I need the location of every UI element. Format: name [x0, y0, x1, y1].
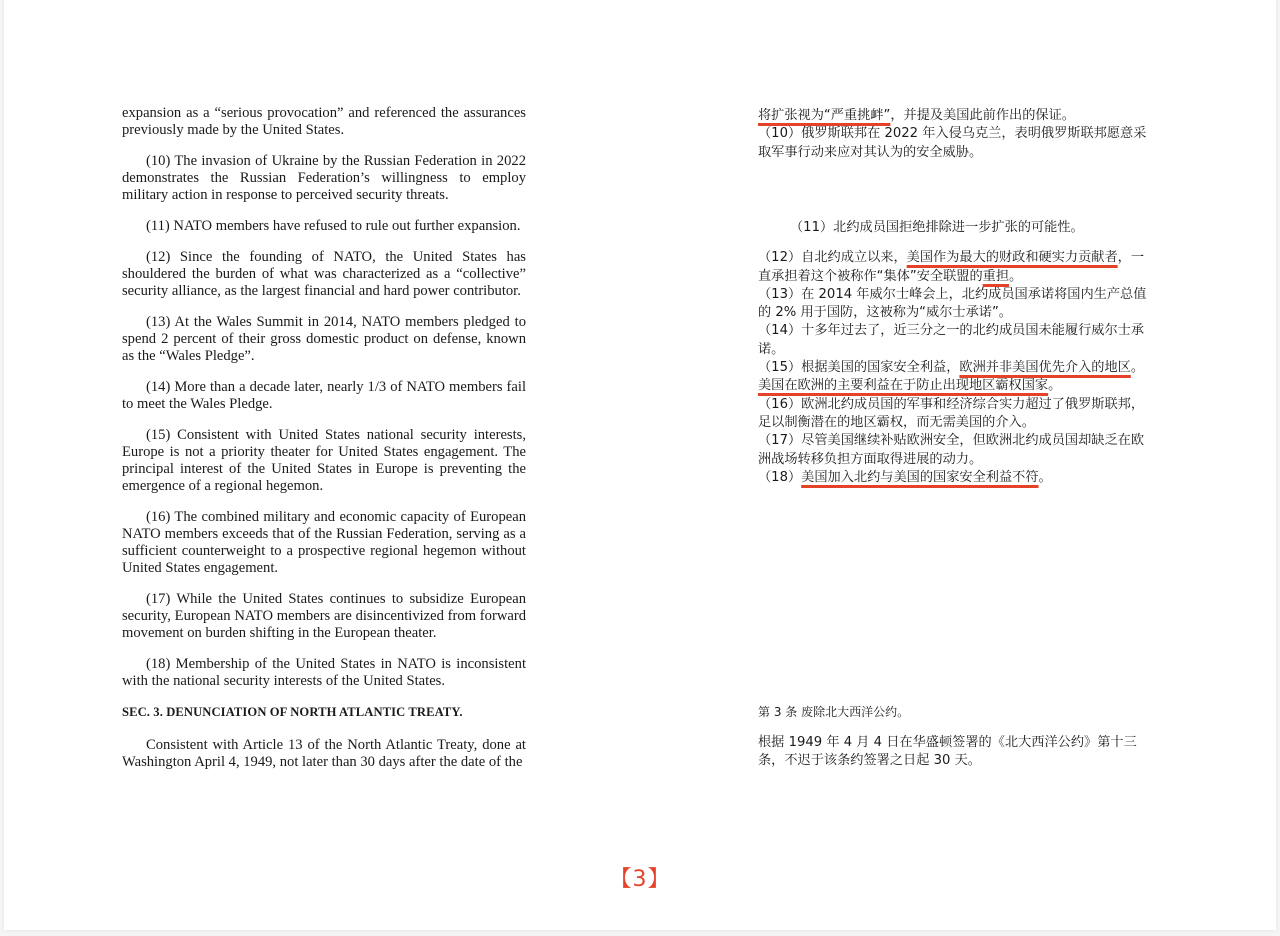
- zh-underline-contributor: 美国作为最大的财政和硬实力贡献者: [906, 250, 1118, 266]
- zh-paragraph-16: （16）欧洲北约成员国的军事和经济综合实力超过了俄罗斯联邦，足以制衡潜在的地区霸权，而无需美国的介入。: [758, 396, 1145, 430]
- chinese-section-3-heading-block: [758, 703, 1154, 721]
- zh-underline-provocation: 将扩张视为“严重挑衅”: [758, 108, 891, 123]
- chinese-section-3-block: [758, 734, 1150, 771]
- paragraph-17: (17) While the United States continues to subsidize European security, European NATO members are disincentivized from forward movement on burden shifting in the European theater.: [122, 591, 526, 641]
- zh-section-3-heading: 第 3 条 废除北大西洋公约。: [758, 705, 910, 719]
- zh-paragraph-17: （17）尽管美国继续补贴欧洲安全，但欧洲北约成员国却缺乏在欧洲战场转移负担方面取得进展的动力。: [758, 433, 1145, 467]
- paragraph-15: (15) Consistent with United States national security interests, Europe is not a priority theater for United States engagement. The principal interest of the United States in Europe is preventing the emergence of a regional hegemon.: [122, 427, 526, 494]
- document-page: [4, 0, 1276, 930]
- zh-paragraph-18: （18）美国加入北约与美国的国家安全利益不符。: [758, 469, 1052, 485]
- paragraph-section-3: Consistent with Article 13 of the North Atlantic Treaty, done at Washington April 4, 1949, not later than 30 days after the date of the: [122, 737, 526, 770]
- zh-underline-inconsistent: 美国加入北约与美国的国家安全利益不符: [801, 469, 1039, 485]
- zh-paragraph-10: （10）俄罗斯联邦在 2022 年入侵乌克兰，表明俄罗斯联邦愿意采取军事行动来应对其认为的安全威胁。: [758, 126, 1147, 160]
- paragraph-11: (11) NATO members have refused to rule out further expansion.: [146, 218, 521, 234]
- zh-paragraph-13: （13）在 2014 年威尔士峰会上，北约成员国承诺将国内生产总值的 2% 用于国防，这被称为“威尔士承诺”。: [758, 286, 1147, 321]
- paragraph-14: (14) More than a decade later, nearly 1/3 of NATO members fail to meet the Wales Pledge.: [122, 379, 526, 412]
- zh-underline-hegemon: 美国在欧洲的主要利益在于防止出现地区霸权国家: [758, 378, 1049, 394]
- paragraph-continuation: expansion as a “serious provocation” and referenced the assurances previously made by the United States.: [122, 105, 526, 138]
- english-column: [122, 105, 526, 785]
- paragraph-16: (16) The combined military and economic capacity of European NATO members exceeds that of the Russian Federation, serving as a sufficient counterweight to a prospective regional hegemon without United States engagement.: [122, 509, 526, 576]
- paragraph-10: (10) The invasion of Ukraine by the Russian Federation in 2022 demonstrates the Russian Federation’s willingness to employ military action in response to perceived security threats.: [122, 153, 526, 203]
- paragraph-13: (13) At the Wales Summit in 2014, NATO members pledged to spend 2 percent of their gross domestic product on defense, known as the “Wales Pledge”.: [122, 314, 526, 364]
- paragraph-18: (18) Membership of the United States in NATO is inconsistent with the national security interests of the United States.: [122, 656, 526, 689]
- paragraph-12: (12) Since the founding of NATO, the United States has shouldered the burden of what was characterized as a “collective” security alliance, as the largest financial and hard power contributor.: [122, 249, 526, 299]
- zh-underline-burden: 重担: [982, 268, 1010, 284]
- chinese-middle-block: [758, 219, 1154, 487]
- zh-paragraph-15: （15）根据美国的国家安全利益，欧洲并非美国优先介入的地区。美国在欧洲的主要利益在于防止出现地区霸权国家。: [758, 360, 1145, 394]
- section-3-heading: SEC. 3. DENUNCIATION OF NORTH ATLANTIC TREATY.: [122, 705, 463, 719]
- zh-paragraph-section-3: 根据 1949 年 4 月 4 日在华盛顿签署的《北大西洋公约》第十三条，不迟于该条约签署之日起 30 天。: [758, 735, 1137, 769]
- zh-underline-not-priority: 欧洲并非美国优先介入的地区: [959, 360, 1131, 376]
- zh-paragraph-11: （11）北约成员国拒绝排除进一步扩张的可能性。: [790, 220, 1084, 235]
- zh-paragraph-14: （14）十多年过去了，近三分之一的北约成员国未能履行威尔士承诺。: [758, 323, 1145, 357]
- zh-paragraph-12: （12）自北约成立以来，美国作为最大的财政和硬实力贡献者，一直承担着这个被称作“集体”安全联盟的重担。: [758, 250, 1145, 284]
- page-number: 【3】: [609, 867, 671, 892]
- zh-continuation: 将扩张视为“严重挑衅”，并提及美国此前作出的保证。: [758, 108, 1075, 123]
- chinese-top-block: [758, 107, 1154, 162]
